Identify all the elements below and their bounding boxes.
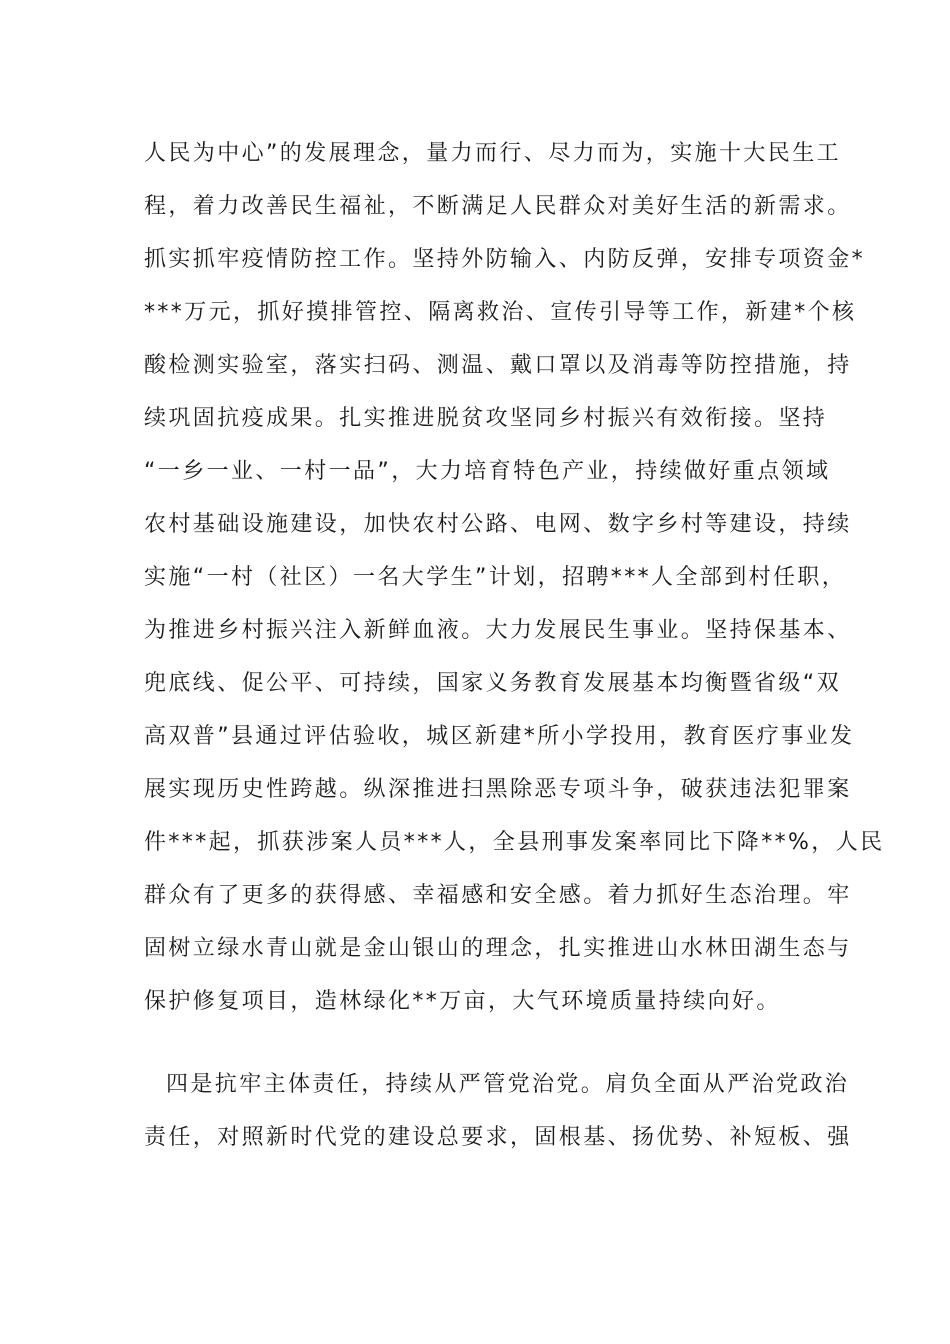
paragraph-line: 续巩固抗疫成果。扎实推进脱贫攻坚同乡村振兴有效衔接。坚持 [144, 406, 828, 431]
paragraph-line: 兜底线、促公平、可持续，国家义务教育发展基本均衡暨省级“双 [144, 671, 841, 696]
paragraph-line: 件***起，抓获涉案人员***人，全县刑事发案率同比下降**%，人民 [144, 830, 885, 855]
paragraph-line: “一乡一业、一村一品”，大力培育特色产业，持续做好重点领域 [144, 459, 831, 484]
paragraph-line: 固树立绿水青山就是金山银山的理念，扎实推进山水林田湖生态与 [144, 936, 852, 961]
paragraph-line: 程，着力改善民生福祉，不断满足人民群众对美好生活的新需求。 [144, 194, 852, 219]
paragraph-line: 展实现历史性跨越。纵深推进扫黑除恶专项斗争，破获违法犯罪案 [144, 777, 852, 802]
paragraph-line: 四是抗牢主体责任，持续从严管党治党。肩负全面从严治党政治 [166, 1072, 850, 1097]
paragraph-line: ***万元，抓好摸排管控、隔离救治、宣传引导等工作，新建*个核 [144, 300, 857, 325]
paragraph-line: 保护修复项目，造林绿化**万亩，大气环境质量持续向好。 [144, 989, 781, 1014]
paragraph-line: 为推进乡村振兴注入新鲜血液。大力发展民生事业。坚持保基本、 [144, 618, 852, 643]
paragraph-line: 实施“一村（社区）一名大学生”计划，招聘***人全部到村任职， [144, 565, 847, 590]
paragraph-line: 农村基础设施建设，加快农村公路、电网、数字乡村等建设，持续 [144, 512, 852, 537]
paragraph-line: 高双普”县通过评估验收，城区新建*所小学投用，教育医疗事业发 [144, 724, 855, 749]
paragraph-line: 人民为中心”的发展理念，量力而行、尽力而为，实施十大民生工 [144, 141, 841, 166]
paragraph-line: 抓实抓牢疫情防控工作。坚持外防输入、内防反弹，安排专项资金* [144, 247, 866, 272]
paragraph-line: 责任，对照新时代党的建设总要求，固根基、扬优势、补短板、强 [144, 1125, 852, 1150]
paragraph-line: 酸检测实验室，落实扫码、测温、戴口罩以及消毒等防控措施，持 [144, 353, 852, 378]
paragraph-line: 群众有了更多的获得感、幸福感和安全感。着力抓好生态治理。牢 [144, 883, 852, 908]
